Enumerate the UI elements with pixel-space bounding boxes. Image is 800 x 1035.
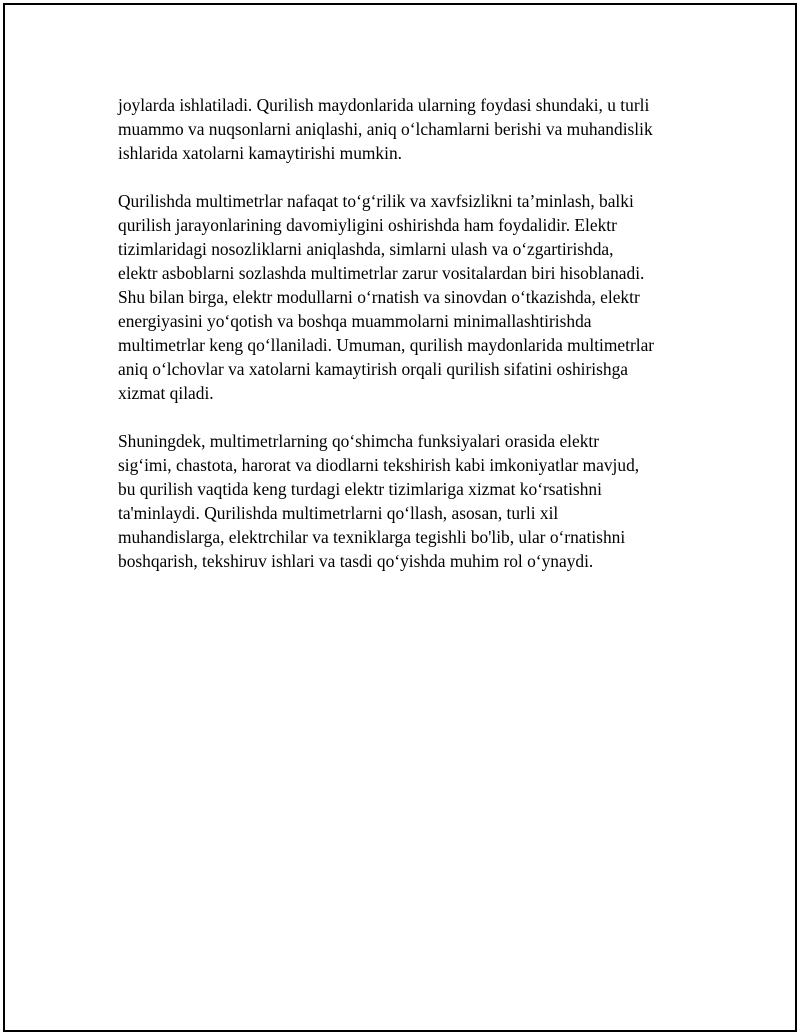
- text-line: xizmat qiladi.: [118, 383, 214, 403]
- text-line: ishlarida xatolarni kamaytirishi mumkin.: [118, 143, 402, 163]
- paragraph-2: [118, 189, 693, 405]
- paragraph-1: [118, 93, 693, 165]
- text-line: Qurilishda multimetrlar nafaqat to‘g‘rilik va xavfsizlikni ta’minlash, balki: [118, 191, 634, 211]
- text-line: aniq o‘lchovlar va xatolarni kamaytirish orqali qurilish sifatini oshirishga: [118, 359, 629, 379]
- text-line: sig‘imi, chastota, harorat va diodlarni tekshirish kabi imkoniyatlar mavjud,: [118, 455, 640, 475]
- paragraph-3: [118, 429, 693, 573]
- text-line: bu qurilish vaqtida keng turdagi elektr tizimlariga xizmat ko‘rsatishni: [118, 479, 602, 499]
- text-line: tizimlaridagi nosozliklarni aniqlashda, simlarni ulash va o‘zgartirishda,: [118, 239, 614, 259]
- text-line: muhandislarga, elektrchilar va texniklarga tegishli bo'lib, ular o‘rnatishni: [118, 527, 626, 547]
- text-line: ta'minlaydi. Qurilishda multimetrlarni qo‘llash, asosan, turli xil: [118, 503, 559, 523]
- paragraph-spacer: [118, 405, 693, 429]
- document-body: [118, 93, 693, 573]
- paragraph-spacer: [118, 165, 693, 189]
- text-line: joylarda ishlatiladi. Qurilish maydonlarida ularning foydasi shundaki, u turli: [118, 95, 650, 115]
- text-line: elektr asboblarni sozlashda multimetrlar zarur vositalardan biri hisoblanadi.: [118, 263, 645, 283]
- text-line: qurilish jarayonlarining davomiyligini oshirishda ham foydalidir. Elektr: [118, 215, 617, 235]
- text-line: Shu bilan birga, elektr modullarni o‘rnatish va sinovdan o‘tkazishda, elektr: [118, 287, 640, 307]
- text-line: boshqarish, tekshiruv ishlari va tasdi qo‘yishda muhim rol o‘ynaydi.: [118, 551, 594, 571]
- text-line: muammo va nuqsonlarni aniqlashi, aniq o‘lchamlarni berishi va muhandislik: [118, 119, 653, 139]
- text-line: energiyasini yo‘qotish va boshqa muammolarni minimallashtirishda: [118, 311, 592, 331]
- text-line: multimetrlar keng qo‘llaniladi. Umuman, qurilish maydonlarida multimetrlar: [118, 335, 655, 355]
- text-line: Shuningdek, multimetrlarning qo‘shimcha funksiyalari orasida elektr: [118, 431, 600, 451]
